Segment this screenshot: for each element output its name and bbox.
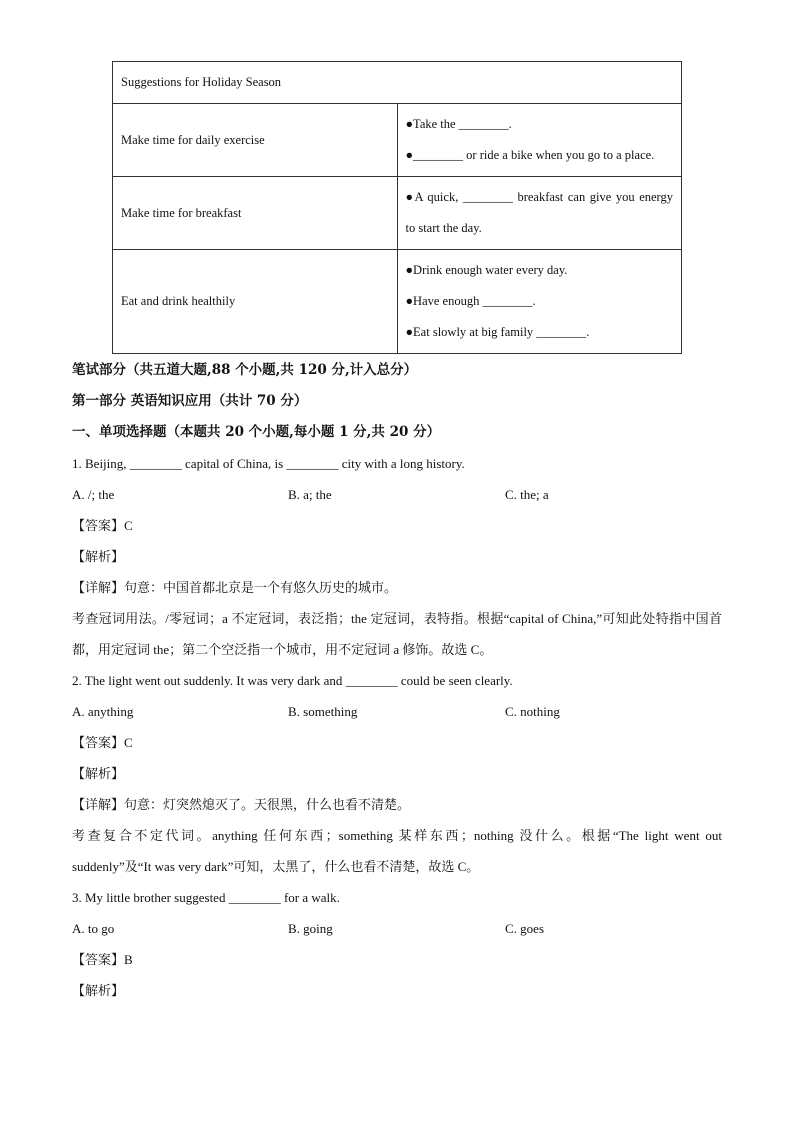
table-row — [113, 250, 682, 354]
row-item: ●Take the ________. — [405, 117, 512, 131]
row-item: ●Have enough ________. — [405, 294, 536, 308]
option-b: B. going — [288, 921, 333, 936]
question-options — [72, 913, 722, 944]
row-content — [397, 250, 682, 354]
row-label: Eat and drink healthily — [113, 250, 398, 354]
question-options — [72, 696, 722, 727]
row-item: ●A quick, ________ breakfast can give you energy to start the day. — [405, 190, 673, 235]
option-c: C. goes — [505, 921, 544, 936]
option-b: B. something — [288, 704, 358, 719]
table-header-row — [113, 62, 682, 104]
question-stem: 1. Beijing, ________ capital of China, is ________ city with a long history. — [72, 456, 465, 471]
row-content — [397, 177, 682, 250]
row-item: ●Drink enough water every day. — [405, 263, 568, 277]
part1-heading: 第一部分 英语知识应用（共计 70 分） — [72, 393, 308, 409]
option-c: C. nothing — [505, 704, 560, 719]
option-a: A. /; the — [72, 487, 115, 502]
answer: 【答案】C — [72, 518, 133, 533]
exam-content — [72, 355, 722, 1006]
option-a: A. to go — [72, 921, 115, 936]
row-content — [397, 104, 682, 177]
question-stem: 3. My little brother suggested ________ for a walk. — [72, 890, 340, 905]
row-label: Make time for daily exercise — [113, 104, 398, 177]
written-heading: 笔试部分（共五道大题,88 个小题,共 120 分,计入总分） — [72, 362, 418, 378]
section1-heading: 一、单项选择题（本题共 20 个小题,每小题 1 分,共 20 分） — [72, 424, 441, 440]
analysis-label: 【解析】 — [72, 983, 125, 998]
analysis-label: 【解析】 — [72, 766, 125, 781]
table-row — [113, 104, 682, 177]
suggestions-table — [112, 61, 682, 354]
row-item: ●Eat slowly at big family ________. — [405, 325, 590, 339]
answer: 【答案】C — [72, 735, 133, 750]
detail: 【详解】句意：灯突然熄灭了。天很黑，什么也看不清楚。 — [72, 797, 411, 812]
option-c: C. the; a — [505, 487, 549, 502]
analysis-label: 【解析】 — [72, 549, 125, 564]
answer: 【答案】B — [72, 952, 133, 967]
row-item: ●________ or ride a bike when you go to a place. — [405, 148, 655, 162]
explanation: 考查冠词用法。/零冠词；a 不定冠词，表泛指；the 定冠词，表特指。根据“capital of China,”可知此处特指中国首都，用定冠词 the；第二个空泛指一个城市，用不定冠词 a 修饰。故选 C。 — [72, 611, 722, 657]
question-options — [72, 479, 722, 510]
detail: 【详解】句意：中国首都北京是一个有悠久历史的城市。 — [72, 580, 398, 595]
question-stem: 2. The light went out suddenly. It was very dark and ________ could be seen clearly. — [72, 673, 513, 688]
option-a: A. anything — [72, 704, 134, 719]
table-row — [113, 177, 682, 250]
explanation: 考查复合不定代词。anything 任何东西；something 某样东西；nothing 没什么。根据“The light went out suddenly”及“It was very dark”可知，太黑了，什么也看不清楚，故选 C。 — [72, 828, 722, 874]
option-b: B. a; the — [288, 487, 332, 502]
row-label: Make time for breakfast — [113, 177, 398, 250]
table-header: Suggestions for Holiday Season — [113, 62, 682, 104]
